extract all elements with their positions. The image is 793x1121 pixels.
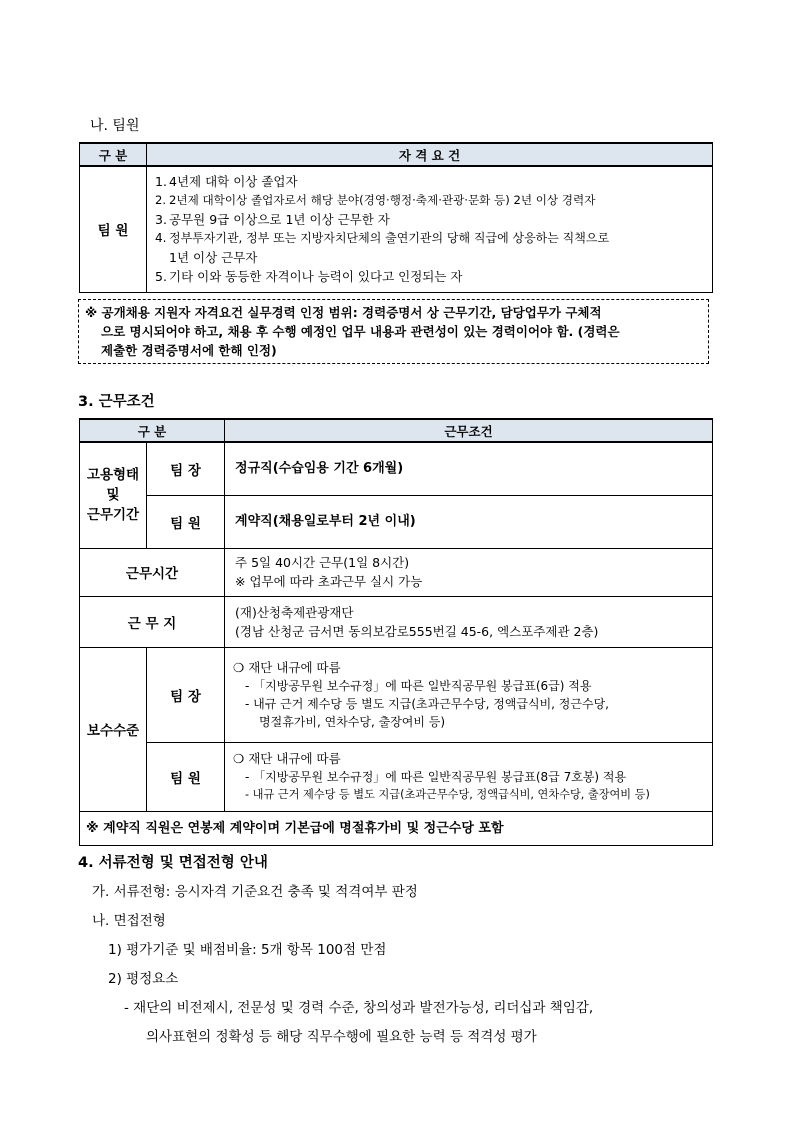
work-location-label: 근 무 지 [80,596,225,647]
notice-line: ※ 공개채용 지원자 자격요건 실무경력 인정 범위: 경력증명서 상 근무기간, 담당업무가 구체적 [85,305,602,320]
requirement-item: 5. 기타 이와 동등한 자격이나 능력이 있다고 인정되는 자 [155,269,463,285]
evaluation-elements-detail: - 재단의 비전제시, 전문성 및 경력 수준, 창의성과 발전가능성, 리더십과 책임감, [124,1000,594,1016]
notice-line: 제출한 경력증명서에 한해 인정) [101,343,277,358]
work-conditions-heading: 3. 근무조건 [78,394,155,410]
team-member-pay: ❍ 재단 내규에 따름 - 「지방공무원 보수규정」에 따른 일반직공무원 봉급표(8급 7호봉) 적용 - 내규 근거 제수당 등 별도 지급(초과근무수당, 정액급식비, 연차수당, 출장여비 등) [225,742,713,811]
requirements-list [147,166,713,292]
interview-screening-line: 나. 면접전형 [92,913,166,929]
contract-footnote: ※ 계약직 직원은 연봉제 계약이며 기본급에 명절휴가비 및 정근수당 포함 [80,811,713,845]
requirement-item-continuation: 1년 이상 근무자 [169,250,258,266]
evaluation-criteria-line: 1) 평가기준 및 배점비율: 5개 항목 100점 만점 [108,942,387,958]
team-leader-label: 팀 장 [147,442,225,495]
team-leader-employment: 정규직(수습임용 기간 6개월) [225,442,713,495]
team-leader-pay: ❍ 재단 내규에 따름 - 「지방공무원 보수규정」에 따른 일반직공무원 봉급표(6급) 적용 - 내규 근거 제수당 등 별도 지급(초과근무수당, 정액급식비, 정근수당, 명절휴가비, 연차수당, 출장여비 등) [225,647,713,742]
work-hours-label: 근무시간 [80,548,225,596]
col-header-conditions: 근무조건 [225,419,713,442]
screening-heading: 4. 서류전형 및 면접전형 안내 [78,855,268,871]
requirement-item: 3. 공무원 9급 이상으로 1년 이상 근무한 자 [155,212,390,228]
col-header-category: 구 분 [80,143,147,166]
career-notice-box [78,299,709,364]
evaluation-elements-detail-cont: 의사표현의 정확성 등 해당 직무수행에 필요한 능력 등 적격성 평가 [146,1029,537,1045]
team-member-label: 팀 원 [147,495,225,548]
team-member-label: 팀 원 [147,742,225,811]
row-label-team-member: 팀 원 [80,166,147,292]
work-location-value: (재)산청축제관광재단 (경남 산청군 금서면 동의보감로555번길 45-6, 엑스포주제관 2층) [225,596,713,647]
pay-level-label: 보수수준 [80,647,147,811]
document-screening-line: 가. 서류전형: 응시자격 기준요건 충족 및 적격여부 판정 [92,884,418,900]
evaluation-elements-line: 2) 평정요소 [108,971,179,987]
requirement-item: 2. 2년제 대학이상 졸업자로서 해당 분야(경영·행정·축제·관광·문화 등) 2년 이상 경력자 [155,193,596,208]
col-header-category: 구 분 [80,419,225,442]
team-member-employment: 계약직(채용일로부터 2년 이내) [225,495,713,548]
notice-line: 으로 명시되어야 하고, 채용 후 수행 예정인 업무 내용과 관련성이 있는 경력이어야 함. (경력은 [101,324,620,339]
team-member-heading: 나. 팀원 [90,118,140,134]
requirement-item: 1. 4년제 대학 이상 졸업자 [155,174,298,190]
employment-type-label: 고용형태 및 근무기간 [80,442,147,548]
team-leader-label: 팀 장 [147,647,225,742]
requirement-item: 4. 정부투자기관, 정부 또는 지방자치단체의 출연기관의 당해 직급에 상응하는 직책으로 [155,231,610,246]
work-hours-value: 주 5일 40시간 근무(1일 8시간) ※ 업무에 따라 초과근무 실시 가능 [225,548,713,596]
col-header-requirements: 자 격 요 건 [147,143,713,166]
team-member-requirements-table [79,142,713,293]
work-conditions-table [79,418,713,846]
